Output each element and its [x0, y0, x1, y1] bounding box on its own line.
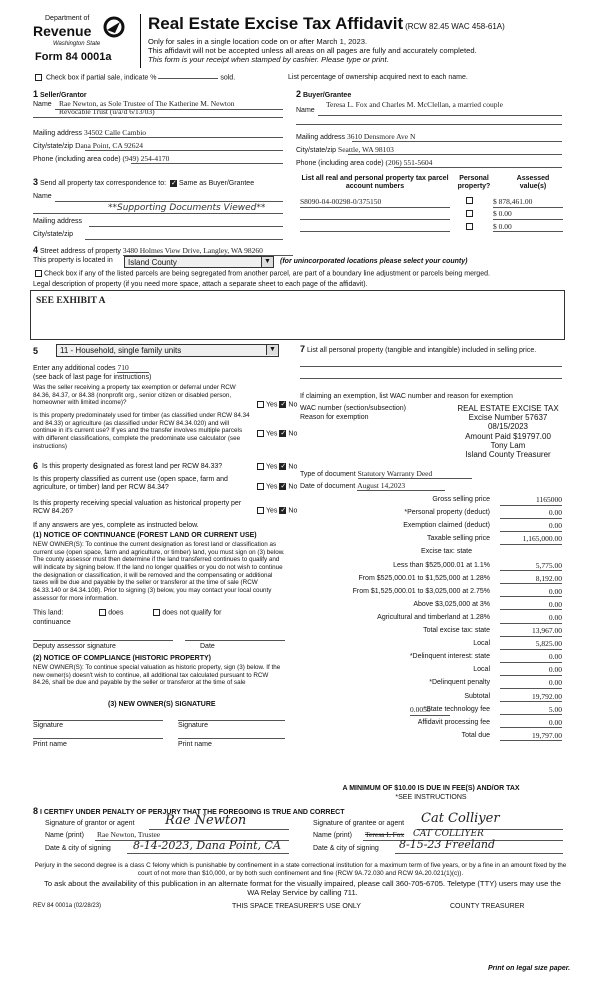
seller-city[interactable]: Dana Point, CA 92624 — [75, 141, 143, 150]
revenue-logo — [33, 14, 128, 68]
personal-property-checkbox-2[interactable] — [466, 210, 473, 217]
no-label: No — [288, 430, 298, 438]
chevron-down-icon: ▼ — [266, 345, 278, 355]
notice-continuance-text: NEW OWNER(S): To continue the current designation as forest land or classification as current use (open space, farm and agriculture, or timber) land, you must sign on (3) below. The county assessor must then determine if the land transferred continues to qualify and will indicate by signing below. If the land no longer qualifies or you do not wish to continue the designation or classification, it will be removed and the compensating or additional taxes will be due and payable by the seller or transferor at the time of sale (RCW 84.33.140 or 84.34.108). Prior to signing (3) below, you may contact your local county assessor for more information. — [33, 541, 285, 602]
grantor-date-label: Date & city of signing — [45, 845, 111, 852]
yes-label: Yes — [266, 483, 278, 491]
grantor-date-city[interactable]: 8-14-2023, Dana Point, CA — [133, 839, 281, 852]
legal-description-value: SEE EXHIBIT A — [36, 296, 106, 306]
s6q2-no-checkbox[interactable]: ✓ — [280, 483, 287, 490]
partial-sale-checkbox[interactable] — [35, 74, 42, 81]
grantee-date-city[interactable]: 8-15-23 Freeland — [399, 838, 496, 851]
same-as-buyer-checkbox[interactable]: ✓ — [171, 179, 177, 187]
calc-value[interactable]: 8,192.00 — [500, 575, 562, 585]
calc-value[interactable]: 0.00 — [500, 679, 562, 689]
legal-description-box[interactable] — [30, 290, 565, 340]
calc-row — [300, 575, 562, 586]
seller-heading: Seller/Grantor — [39, 92, 87, 99]
stamp-line-4: Amount Paid $19797.00 — [465, 431, 551, 441]
calc-label: Above $3,025,000 at 3% — [413, 600, 490, 608]
q2-no-checkbox[interactable]: ✓ — [280, 430, 287, 437]
calc-value[interactable]: 1,165,000.00 — [500, 535, 562, 545]
personal-property-checkbox-3[interactable] — [466, 223, 473, 230]
calc-row — [300, 614, 562, 625]
segregate-label: Check box if any of the listed parcels are being segregated from another parcel, are part of a boundary line adjustment or parcels being merged. — [44, 270, 490, 278]
timber-question: Is this property predominately used for timber (as classified under RCW 84.34 and 84.33) or agriculture (as classified under RCW 84.34.020) and will continue in it's current use? If yes and the transfer involves multiple parcels with different classifications, complete the predominate use calculator (see instructions) — [33, 412, 250, 450]
stamp-line-3: 08/15/2023 — [487, 422, 529, 432]
calc-value[interactable]: 0.00 — [500, 666, 562, 676]
assessed-value-1[interactable]: $ 878,461.00 — [493, 197, 533, 206]
calc-value[interactable]: 0.00 — [500, 614, 562, 624]
seller-city-label: City/state/zip — [33, 143, 74, 150]
additional-codes-label: Enter any additional codes — [33, 365, 116, 372]
seller-mailing[interactable]: 34502 Calle Cambio — [83, 128, 147, 137]
q1-no-checkbox[interactable]: ✓ — [280, 401, 287, 408]
grantor-signature[interactable]: Rae Newton — [165, 813, 247, 828]
owner-print-name-label-2: Print name — [178, 741, 212, 748]
calc-row — [300, 522, 562, 533]
calc-label: Total excise tax: state — [423, 627, 490, 634]
stamp-line-2: Excise Number 57637 — [468, 413, 548, 423]
calc-row — [300, 693, 562, 704]
s6q2-yes-checkbox[interactable] — [257, 483, 264, 490]
no-label: No — [288, 507, 298, 515]
calc-value[interactable]: 0.00 — [500, 522, 562, 532]
calc-row — [300, 535, 562, 546]
grantor-name[interactable]: Rae Newton, Trustee — [97, 830, 161, 839]
calc-row — [300, 496, 562, 507]
calc-label: From $525,000.01 to $1,525,000 at 1.28% — [358, 574, 490, 582]
personal-property-header: Personal property? — [457, 175, 491, 191]
partial-sale-label: Check box if partial sale, indicate % — [45, 74, 157, 82]
seller-name[interactable]: Rae Newton, as Sole Trustee of The Katherine M. Newton — [59, 99, 235, 108]
grantor-name-label: Name (print) — [45, 832, 84, 839]
codes-note: (see back of last page for instructions) — [33, 374, 152, 381]
does-not-checkbox[interactable] — [153, 609, 160, 616]
header-line-2: This affidavit will not be accepted unless all areas on all pages are fully and accurately completed. — [148, 46, 477, 56]
calc-row — [300, 732, 562, 743]
notice-compliance-heading: (2) NOTICE OF COMPLIANCE (HISTORIC PROPERTY) — [33, 655, 211, 662]
revision-label: REV 84 0001a (02/28/23) — [33, 903, 102, 909]
correspondence-city-label: City/state/zip — [33, 231, 74, 238]
county-treasurer-label: COUNTY TREASURER — [450, 903, 525, 910]
logo-dept: Department of — [45, 15, 90, 22]
calc-row — [300, 601, 562, 612]
supporting-docs-stamp: **Supporting Documents Viewed** — [108, 203, 266, 213]
calc-value[interactable]: 5,825.00 — [500, 640, 562, 650]
buyer-phone[interactable]: (206) 551-5604 — [385, 158, 433, 167]
grantee-signature-label: Signature of grantee or agent — [313, 820, 405, 827]
calc-value[interactable]: 0.00 — [500, 719, 562, 729]
certify-statement: I CERTIFY UNDER PENALTY OF PERJURY THAT THE FOREGOING IS TRUE AND CORRECT — [39, 809, 345, 816]
page-title: Real Estate Excise Tax Affidavit — [148, 14, 404, 33]
calc-value[interactable]: 1165000 — [500, 496, 562, 506]
reason-label: Reason for exemption — [300, 414, 369, 421]
correspondence-mailing-label: Mailing address — [33, 218, 83, 225]
rcw-reference: (RCW 82.45 WAC 458-61A) — [405, 22, 505, 31]
buyer-mailing-label: Mailing address — [296, 134, 346, 141]
calc-label: Agricultural and timberland at 1.28% — [377, 613, 490, 621]
calc-row — [300, 588, 562, 599]
no-label: No — [288, 401, 298, 409]
calc-value[interactable]: 0.00 — [500, 653, 562, 663]
calc-label: Subtotal — [464, 692, 490, 700]
calc-row — [300, 653, 562, 664]
county-value: Island County — [128, 258, 177, 267]
sold-label: sold. — [220, 74, 236, 82]
land-use-value: 11 - Household, single family units — [60, 346, 182, 355]
segregate-checkbox[interactable] — [35, 270, 42, 277]
no-label: No — [288, 483, 298, 491]
calc-row — [300, 548, 562, 559]
correspondence-name-label: Name — [33, 193, 52, 200]
s6q1-yes-checkbox[interactable] — [257, 463, 264, 470]
calc-label: Total due — [461, 731, 490, 739]
yes-label: Yes — [266, 463, 278, 471]
assessed-value-header: Assessed value(s) — [516, 175, 550, 191]
logo-revenue: Revenue — [33, 23, 92, 39]
legal-paper-note: Print on legal size paper. — [488, 965, 571, 972]
exemption-claim-label: If claiming an exemption, list WAC number and reason for exemption — [300, 393, 513, 400]
logo-state: Washington State — [53, 41, 101, 47]
calc-label: *State technology fee — [423, 705, 490, 713]
yes-label: Yes — [266, 507, 278, 515]
county-select[interactable] — [124, 256, 274, 268]
calc-label: Gross selling price — [432, 496, 490, 503]
perjury-notice: Perjury in the second degree is a class C felony which is punishable by confinement in a state correctional institution for a maximum term of five years, or by a fine in an amount fixed by the court of not more than $10,000, or by both such confinement and fine (RCW 9A.72.030 and RCW 9A.20.021(1)(c)). — [34, 862, 567, 877]
calc-label: Exemption claimed (deduct) — [403, 522, 490, 530]
grantee-date-label: Date & city of signing — [313, 845, 379, 852]
forest-question: Is this property designated as forest land per RCW 84.33? — [42, 463, 223, 470]
wac-label: WAC number (section/subsection) — [300, 405, 406, 412]
local-rate[interactable]: 0.0050 — [410, 706, 450, 716]
county-label: This property is located in — [33, 257, 113, 264]
calc-row — [300, 562, 562, 573]
calc-value[interactable]: 0.00 — [500, 509, 562, 519]
notice-compliance-text: NEW OWNER(S): To continue special valuation as historic property, sign (3) below. If the new owner(s) doesn't wish to continue, all additional tax calculated pursuant to RCW 84.26, shall be due and payable by the seller or transferor at the time of sale — [33, 664, 281, 687]
does-label: does — [108, 609, 124, 617]
calc-label: Taxable selling price — [426, 535, 490, 543]
stamp-line-6: Island County Treasurer — [465, 449, 551, 459]
owner-signature-label-1: Signature — [33, 722, 63, 729]
legal-desc-label: Legal description of property (if you need more space, attach a separate sheet to each page of the affidavit). — [33, 281, 368, 288]
header-line-1: Only for sales in a single location code on or after March 1, 2023. — [148, 37, 368, 46]
buyer-city-label: City/state/zip — [296, 147, 337, 154]
calc-value[interactable]: 19,792.00 — [500, 693, 562, 703]
continuance-label: continuance — [33, 619, 71, 626]
stamp-line-1: REAL ESTATE EXCISE TAX — [457, 404, 559, 413]
personal-property-list-label: List all personal property (tangible and intangible) included in selling price. — [306, 347, 537, 354]
calc-row — [300, 719, 562, 730]
seller-phone-label: Phone (including area code) — [33, 156, 121, 163]
land-use-select[interactable] — [56, 344, 279, 357]
assessed-value-3[interactable]: $ 0.00 — [493, 222, 512, 231]
calc-label: From $1,525,000.01 to $3,025,000 at 2.75% — [352, 587, 490, 595]
header-line-3: This form is your receipt when stamped by cashier. Please type or print. — [148, 55, 389, 65]
grantee-name[interactable]: CAT COLLIYER — [413, 829, 484, 839]
street-address[interactable]: 3480 Holmes View Drive, Langley, WA 98260 — [123, 246, 293, 256]
calc-value[interactable]: 19,797.00 — [500, 732, 562, 742]
additional-codes[interactable]: 710 — [117, 363, 148, 373]
grantee-name-label: Name (print) — [313, 832, 352, 839]
calc-row — [300, 627, 562, 638]
current-use-question: Is this property classified as current use (open space, farm and agriculture, or timber) land per RCW 84.34? — [33, 476, 228, 492]
buyer-mailing[interactable]: 3610 Densmore Ave N — [346, 132, 416, 141]
calc-value[interactable]: 5.00 — [500, 706, 562, 716]
ownership-note: List percentage of ownership acquired next to each name. — [288, 74, 468, 81]
calc-label: *Delinquent penalty — [429, 679, 490, 687]
calc-label: *Personal property (deduct) — [404, 509, 490, 517]
owner-print-name-label-1: Print name — [33, 741, 67, 748]
calc-label: Local — [473, 666, 490, 674]
seller-phone[interactable]: (949) 254-4170 — [122, 154, 170, 163]
s6q1-no-checkbox[interactable]: ✓ — [280, 463, 287, 470]
s6q3-no-checkbox[interactable]: ✓ — [280, 507, 287, 514]
does-checkbox[interactable] — [99, 609, 106, 616]
yes-label: Yes — [266, 401, 278, 409]
buyer-name[interactable]: Teresa L. Fox and Charles M. McClellan, a married couple — [326, 100, 503, 109]
calc-label: *Delinquent interest: state — [409, 653, 490, 661]
personal-property-checkbox-1[interactable] — [466, 197, 473, 204]
calc-row — [300, 640, 562, 651]
assessed-value-2[interactable]: $ 0.00 — [493, 209, 512, 218]
this-land-label: This land: — [33, 609, 64, 617]
buyer-name-label: Name — [296, 107, 315, 114]
parcel-number[interactable]: S8090-04-00298-0/375150 — [300, 197, 382, 206]
if-yes-note: If any answers are yes, complete as instructed below. — [33, 522, 199, 529]
q1-yes-checkbox[interactable] — [257, 401, 264, 408]
yes-label: Yes — [266, 430, 278, 438]
county-note: (for unincorporated locations please select your county) — [280, 258, 468, 265]
buyer-city[interactable]: Seattle, WA 98103 — [338, 145, 394, 154]
notice-continuance-heading: (1) NOTICE OF CONTINUANCE (FOREST LAND OR CURRENT USE) — [33, 532, 257, 539]
street-label: Street address of property — [39, 248, 121, 255]
same-as-buyer-label: Same as Buyer/Grantee — [179, 180, 255, 187]
calc-row — [300, 666, 562, 677]
deputy-date-label: Date — [200, 643, 215, 650]
stamp-line-5: Tony Lam — [490, 440, 526, 450]
treasurer-stamp — [448, 404, 568, 459]
calc-value[interactable]: 5,775.00 — [500, 562, 562, 572]
calc-value[interactable]: 0.00 — [500, 588, 562, 598]
calc-value[interactable]: 13,967.00 — [500, 627, 562, 637]
calc-label: Affidavit processing fee — [417, 718, 490, 726]
no-label: No — [288, 463, 298, 471]
buyer-heading: Buyer/Grantee — [302, 92, 352, 99]
seller-mailing-label: Mailing address — [33, 130, 83, 137]
treasurer-use-label: THIS SPACE TREASURER'S USE ONLY — [232, 903, 361, 910]
deputy-signature-label: Deputy assessor signature — [33, 643, 116, 650]
grantee-name-struck: Teresa L Fox — [365, 830, 405, 839]
calc-label: Less than $525,000.01 at 1.1% — [393, 561, 490, 569]
calc-label: Local — [473, 640, 490, 648]
grantor-signature-label: Signature of grantor or agent — [45, 820, 135, 827]
seller-name-2[interactable]: Revocable Trust (u/a/d 6/13/03) — [59, 107, 155, 116]
owner-signature-label-2: Signature — [178, 722, 208, 729]
parcel-header: List all real and personal property tax parcel account numbers — [301, 175, 449, 191]
see-instructions-note: *SEE INSTRUCTIONS — [395, 794, 467, 801]
q2-yes-checkbox[interactable] — [257, 430, 264, 437]
calc-label: Excise tax: state — [421, 548, 472, 556]
document-type[interactable]: Statutory Warranty Deed — [358, 469, 473, 479]
form-number: Form 84 0001a — [35, 51, 112, 63]
document-type-label: Type of document — [300, 471, 356, 478]
exemption-question: Was the seller receiving a property tax exemption or deferral under RCW 84.36, 84.37, or 84.38 (nonprofit org., senior citizen or disabled person, homeowner with limited income)? — [33, 384, 236, 407]
calc-row — [300, 679, 562, 690]
revenue-swoosh-icon — [103, 16, 125, 38]
s6q3-yes-checkbox[interactable] — [257, 507, 264, 514]
document-date[interactable]: August 14,2023 — [357, 481, 445, 491]
buyer-phone-label: Phone (including area code) — [296, 160, 384, 167]
minimum-fee-note: A MINIMUM OF $10.00 IS DUE IN FEE(S) AND/OR TAX — [342, 785, 520, 792]
calc-row — [300, 509, 562, 520]
historic-question: Is this property receiving special valuation as historical property per RCW 84.26? — [33, 500, 242, 516]
alternate-format-note: To ask about the availability of this publication in an alternate format for the visually impaired, please call 360-705-6705. Teletype (TTY) users may use the WA Relay Service by calling 711. — [44, 879, 561, 897]
new-owner-signature-heading: (3) NEW OWNER(S) SIGNATURE — [108, 701, 216, 708]
correspondence-label: Send all property tax correspondence to: — [39, 180, 167, 187]
chevron-down-icon: ▼ — [261, 257, 273, 267]
does-not-label: does not qualify for — [162, 609, 222, 617]
seller-name-label: Name — [33, 101, 52, 108]
calc-value[interactable]: 0.00 — [500, 601, 562, 611]
document-date-label: Date of document — [300, 483, 356, 490]
grantee-signature[interactable]: Cat Colliyer — [421, 811, 500, 826]
